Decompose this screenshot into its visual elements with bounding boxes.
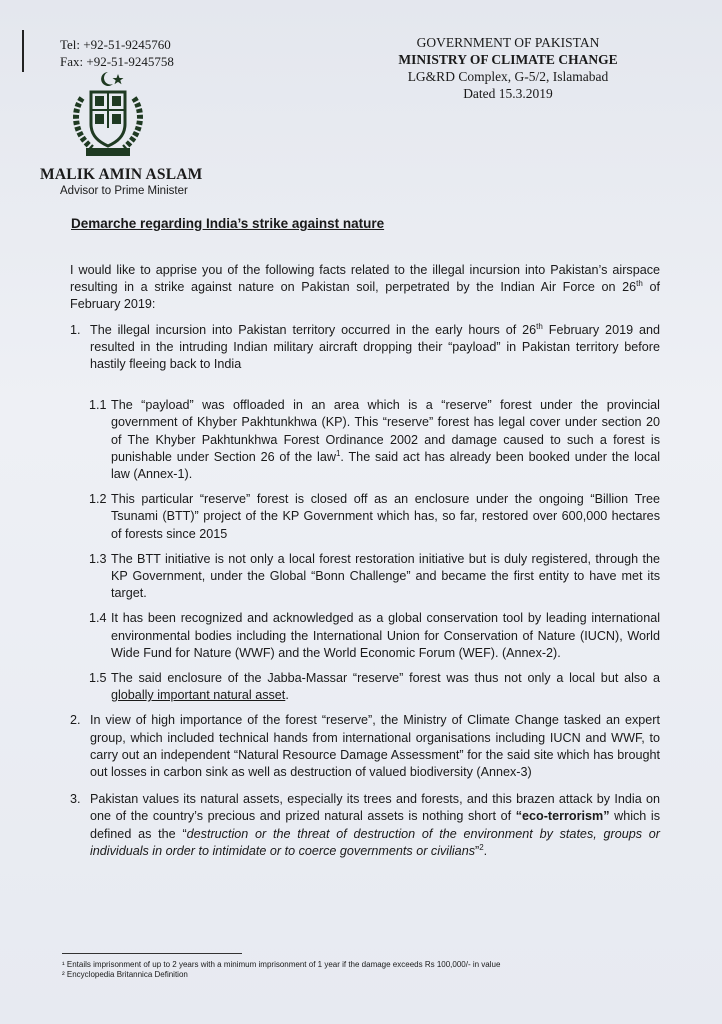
- footnote-1: ¹ Entails imprisonment of up to 2 years with a minimum imprisonment of 1 year if the damage exceeds Rs 100,000/- in value: [62, 960, 501, 969]
- sub-text: The said enclosure of the Jabba-Massar “reserve” forest was thus not only a local but also a globally important natural asset.: [111, 671, 660, 703]
- sub-item-1-5: [89, 670, 660, 704]
- list-text: Pakistan values its natural assets, especially its trees and forests, and this brazen attack by India on one of the country’s precious and prized natural assets is nothing short of “eco-terrorism” which is defined as the “destruction or the threat of destruction of the environment by states, groups or individuals in order to intimidate or to coerce governments or civilians”$^2$.: [90, 792, 661, 858]
- ministry-name: MINISTRY OF CLIMATE CHANGE: [398, 52, 618, 67]
- footnote-divider: [62, 953, 242, 954]
- letterhead: [378, 34, 638, 102]
- letter-date: Dated 15.3.2019: [463, 86, 553, 101]
- sub-item-1-1: [89, 397, 660, 483]
- sub-number: 1.5: [89, 671, 107, 686]
- state-emblem-icon: [62, 68, 154, 160]
- list-number: 1.: [70, 322, 81, 337]
- telephone-number: Tel: +92-51-9245760: [60, 37, 171, 52]
- footnotes: [62, 960, 500, 980]
- sub-number: 1.2: [89, 492, 107, 507]
- office-address: LG&RD Complex, G-5/2, Islamabad: [407, 69, 609, 84]
- contact-block: [60, 36, 174, 70]
- sender-block: [40, 166, 203, 197]
- intro-paragraph: I would like to apprise you of the following facts related to the illegal incursion into Pakistan’s airspace resulting in a strike against nature on Pakistan soil, perpetrated by the Indian Air Force on 26th of February 2019:: [70, 263, 660, 312]
- list-item-3: [70, 791, 660, 860]
- letter-body: [70, 262, 660, 870]
- sub-number: 1.4: [89, 611, 107, 626]
- sub-number: 1.3: [89, 551, 107, 566]
- sub-item-1-3: [89, 551, 660, 603]
- sender-title: Advisor to Prime Minister: [60, 185, 188, 197]
- sub-text: It has been recognized and acknowledged as a global conservation tool by leading international environmental bodies including the International Union for Conservation of Nature (IUCN), World Wide Fund for Nature (WWF) and the World Economic Forum (WEF). (Annex-2).: [111, 611, 660, 660]
- sub-item-1-2: [89, 491, 660, 543]
- list-number: 3.: [70, 792, 81, 807]
- subject-heading: Demarche regarding India’s strike against nature: [71, 216, 385, 231]
- footnote-2: ² Encyclopedia Britannica Definition: [62, 970, 188, 979]
- list-text: In view of high importance of the forest “reserve”, the Ministry of Climate Change tasked an expert group, which included technical hands from international organisations including IUCN and WWF, to carry out an independent “Natural Resource Damage Assessment” for the said site which has brought out losses in carbon sink as well as destruction of valued biodiversity (Annex-3): [90, 713, 660, 780]
- sub-text: The “payload” was offloaded in an area which is a “reserve” forest under the provincial government of Khyber Pakhtunkhwa (KP). This “reserve” forest has legal cover under section 20 of The Khyber Pakhtunkhwa Forest Ordinance 2002 and damage caused to such a forest is punishable under Section 26 of the law$^1$. The said act has already been booked under the local law (Annex-1).: [111, 398, 660, 482]
- sub-text: The BTT initiative is not only a local forest restoration initiative but is duly registered, through the KP Government, under the Global “Bonn Challenge” and became the first entity to have met its target.: [111, 551, 660, 601]
- list-item-1: [70, 322, 660, 374]
- sender-name: MALIK AMIN ASLAM: [40, 166, 203, 183]
- list-item-2: [70, 712, 660, 781]
- list-number: 2.: [70, 713, 81, 728]
- sub-text: This particular “reserve” forest is closed off as an enclosure under the ongoing “Billion Tree Tsunami (BTT)” project of the KP Government which has, so far, restored over 600,000 hectares of forests since 2015: [111, 492, 660, 541]
- margin-mark: [22, 30, 24, 72]
- list-text: The illegal incursion into Pakistan territory occurred in the early hours of 26th February 2019 and resulted in the intruding Indian military aircraft dropping their “payload” in Pakistan territory before hastily fleeing back to India: [90, 321, 661, 372]
- fax-number: Fax: +92-51-9245758: [60, 54, 174, 69]
- sub-number: 1.1: [89, 398, 107, 413]
- government-line: GOVERNMENT OF PAKISTAN: [416, 35, 600, 50]
- sub-item-1-4: [89, 610, 660, 662]
